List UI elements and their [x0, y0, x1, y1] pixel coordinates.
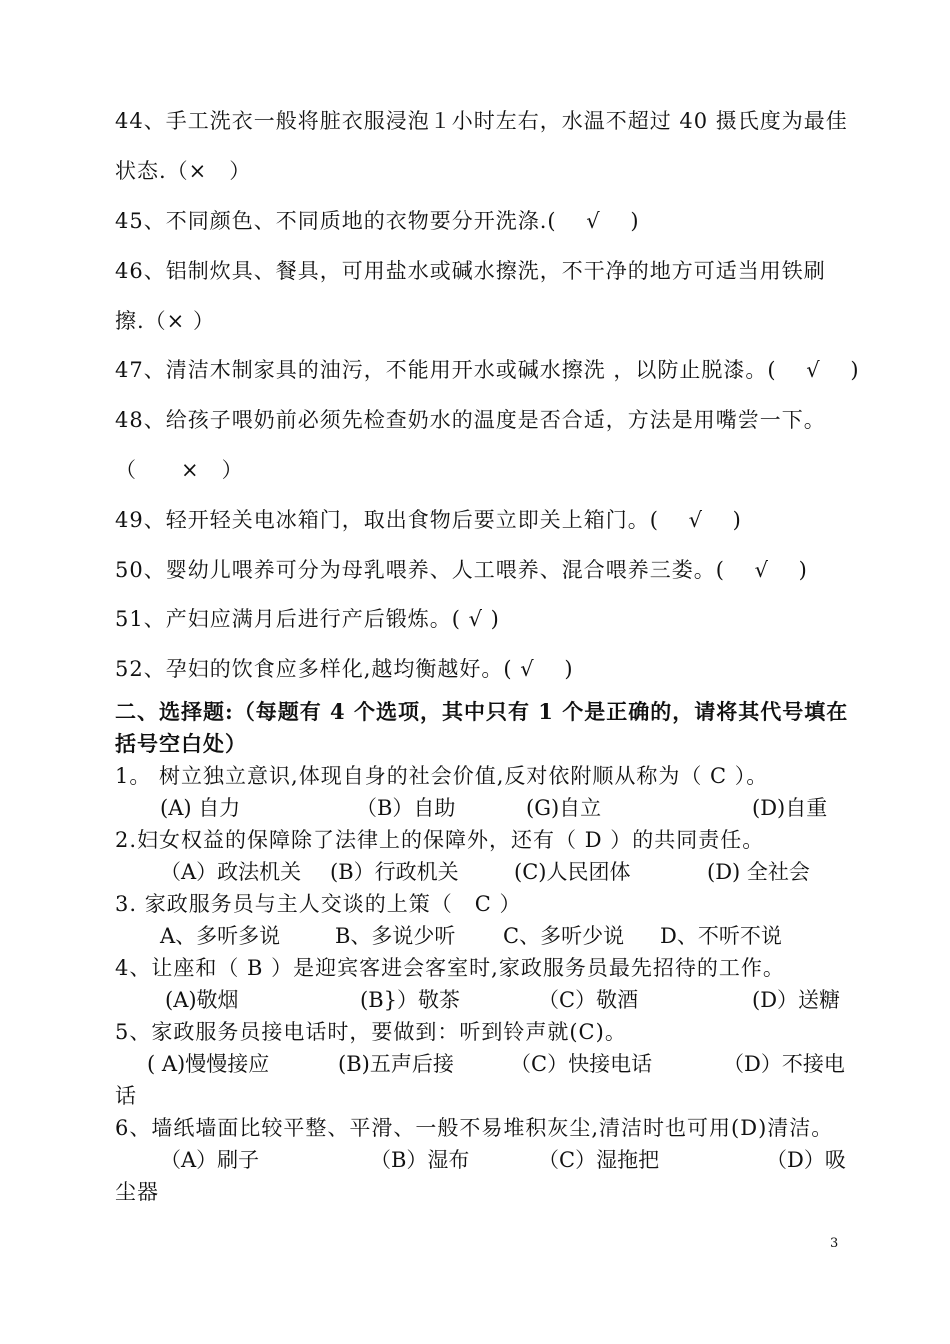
tf-line: 48、给孩子喂奶前必须先检查奶水的温度是否合适，方法是用嘴尝一下。 — [115, 408, 826, 432]
option: (D)自重 — [752, 796, 828, 820]
option-wrap: 尘器 — [115, 1180, 159, 1204]
question-text: 4、让座和（ B ）是迎宾客进会客室时,家政服务员最先招待的工作。 — [115, 956, 785, 980]
option: (G)自立 — [526, 796, 602, 820]
section-heading-cont: 括号空白处） — [115, 731, 247, 756]
option: （C）湿拖把 — [538, 1148, 660, 1172]
tf-line: 擦.（× ） — [115, 309, 215, 333]
page-number: 3 — [830, 1236, 839, 1251]
tf-line: 49、轻开轻关电冰箱门，取出食物后要立即关上箱门。( √ ) — [115, 508, 742, 532]
tf-line: 52、孕妇的饮食应多样化,越均衡越好。( √ ) — [115, 657, 574, 681]
tf-line: 47、清洁木制家具的油污，不能用开水或碱水擦洗 ，以防止脱漆。( √ ) — [115, 358, 860, 382]
tf-line: 46、铝制炊具、餐具，可用盐水或碱水擦洗，不干净的地方可适当用铁刷 — [115, 259, 826, 283]
tf-line: 45、不同颜色、不同质地的衣物要分开洗涤.( √ ) — [115, 209, 640, 233]
option: （A）刷子 — [160, 1148, 260, 1172]
option: B、多说少听 — [335, 924, 456, 948]
question-text: 3. 家政服务员与主人交谈的上策（ C ） — [115, 892, 522, 916]
option: (D) 全社会 — [707, 860, 810, 884]
option: A、多听多说 — [160, 924, 281, 948]
option: (D）送糖 — [752, 988, 841, 1012]
question-text: 2.妇女权益的保障除了法律上的保障外，还有（ D ）的共同责任。 — [115, 828, 765, 852]
option: （C）快接电话 — [510, 1052, 653, 1076]
tf-line: 50、婴幼儿喂养可分为母乳喂养、人工喂养、混合喂养三娄。( √ ) — [115, 558, 808, 582]
option: (C)人民团体 — [514, 860, 631, 884]
option: (A)敬烟 — [165, 988, 239, 1012]
option: （A）政法机关 — [160, 860, 302, 884]
option: (A) 自力 — [160, 796, 241, 820]
tf-line: 51、产妇应满月后进行产后锻炼。( √ ) — [115, 607, 500, 631]
tf-line: 状态.（× ） — [115, 159, 252, 183]
option: ( A)慢慢接应 — [147, 1052, 270, 1076]
option: (B）行政机关 — [330, 860, 459, 884]
option: （D）不接电 — [723, 1052, 845, 1076]
option: （B）自助 — [356, 796, 456, 820]
option: (B}）敬茶 — [360, 988, 460, 1012]
question-text: 6、墙纸墙面比较平整、平滑、一般不易堆积灰尘,清洁时也可用(D)清洁。 — [115, 1116, 834, 1140]
tf-line: 44、手工洗衣一般将脏衣服浸泡１小时左右，水温不超过 40 摄氏度为最佳 — [115, 109, 848, 133]
option: （D）吸 — [766, 1148, 846, 1172]
option: （B）湿布 — [370, 1148, 470, 1172]
option: （C）敬酒 — [538, 988, 639, 1012]
option: D、不听不说 — [660, 924, 782, 948]
question-text: 1。 树立独立意识,体现自身的社会价值,反对依附顺从称为（ C ）。 — [115, 764, 769, 788]
question-text: 5、家政服务员接电话时，要做到：听到铃声就(C)。 — [115, 1020, 627, 1044]
option-wrap: 话 — [115, 1084, 137, 1108]
option: (B)五声后接 — [338, 1052, 454, 1076]
section-heading: 二、选择题:（每题有 4 个选项，其中只有 1 个是正确的，请将其代号填在 — [115, 699, 849, 724]
tf-line: （ × ） — [115, 458, 244, 482]
option: C、多听少说 — [503, 924, 625, 948]
